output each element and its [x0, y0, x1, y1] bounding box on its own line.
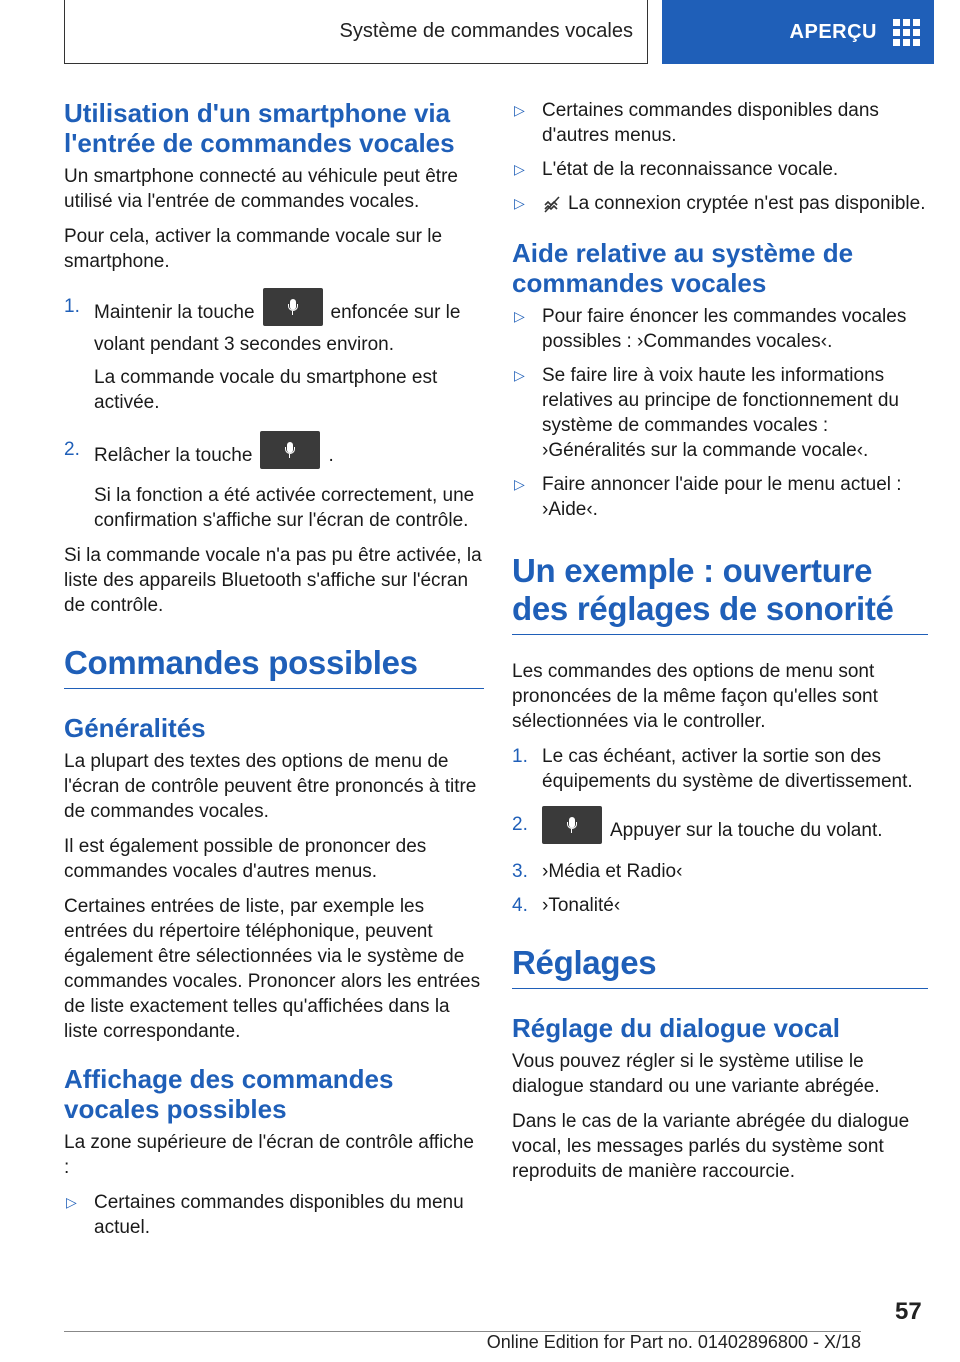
heading-rule — [512, 552, 928, 635]
heading-dialogue: Réglage du dialogue vocal — [512, 1013, 840, 1043]
step-text: Relâcher la touche — [94, 445, 253, 467]
triangle-bullet-icon: ▷ — [66, 1194, 77, 1210]
heading-aide: Aide relative au système de commandes vocales — [512, 238, 854, 298]
step-number: 2. — [64, 439, 80, 460]
step-text: enfoncée sur le volant pendant 3 secondes environ. — [94, 302, 461, 355]
step-number: 4. — [512, 895, 528, 916]
voice-button-icon — [542, 806, 602, 844]
step-text: ›Tonalité‹ — [542, 895, 621, 916]
page-number: 57 — [895, 1298, 922, 1325]
voice-button-icon — [260, 431, 320, 469]
step-text: ›Média et Radio‹ — [542, 861, 683, 882]
heading-rule — [512, 944, 928, 989]
paragraph: Vous pouvez régler si le système utilise le dialogue standard ou une variante abrégée. — [512, 1051, 880, 1097]
heading-exemple: Un exemple : ouverture des réglages de sonorité — [512, 552, 894, 627]
chapter-tab-label: APERÇU — [789, 20, 877, 43]
triangle-bullet-icon: ▷ — [514, 161, 525, 177]
step-number: 2. — [512, 814, 528, 835]
paragraph: Un smartphone connecté au véhicule peut être utilisé via l'entrée de commandes vocales. — [64, 166, 458, 212]
bullet-text: Faire annoncer l'aide pour le menu actuel : ›Aide‹. — [542, 474, 902, 520]
heading-commandes-possibles: Commandes possibles — [64, 644, 418, 681]
list-item — [64, 294, 484, 415]
paragraph: Si la commande vocale n'a pas pu être activée, la liste des appareils Bluetooth s'affiche sur l'écran de contrôle. — [64, 545, 482, 616]
heading-affichage: Affichage des commandes vocales possibles — [64, 1064, 394, 1124]
paragraph: Certaines entrées de liste, par exemple les entrées du répertoire téléphonique, peuvent également être sélectionnées via le système de commandes vocales. Prononcer alors les entrées de liste exactement telles qu'affichées dans la liste correspondante. — [64, 896, 481, 1042]
bullet-text: Certaines commandes disponibles du menu actuel. — [94, 1192, 464, 1238]
list-item — [64, 1190, 484, 1240]
step-text: Appuyer sur la touche du volant. — [610, 820, 883, 842]
chapter-tab[interactable] — [662, 0, 934, 64]
step-number: 1. — [512, 746, 528, 767]
smartphone-steps — [64, 294, 484, 533]
encryption-unavailable-icon — [542, 194, 562, 214]
right-column — [512, 98, 928, 1194]
section-title: Système de commandes vocales — [339, 20, 633, 42]
list-item — [64, 437, 484, 533]
step-number: 3. — [512, 861, 528, 882]
paragraph: Dans le cas de la variante abrégée du dialogue vocal, les messages parlés du système sont reproduits de manière raccourcie. — [512, 1111, 910, 1182]
bullet-text: Se faire lire à voix haute les informations relatives au principe de fonctionnement du système de commandes vocales : ›Généralités sur la commande vocale‹. — [542, 365, 900, 461]
bullet-text: La connexion cryptée n'est pas disponible. — [568, 193, 926, 214]
list-item — [512, 812, 928, 850]
triangle-bullet-icon: ▷ — [514, 195, 525, 211]
triangle-bullet-icon: ▷ — [514, 102, 525, 118]
list-item — [512, 859, 928, 884]
step-text: Le cas échéant, activer la sortie son des équipements du système de divertissement. — [542, 746, 913, 792]
step-text: . — [328, 445, 334, 467]
heading-smartphone: Utilisation d'un smartphone via l'entrée de commandes vocales — [64, 98, 455, 158]
list-item — [512, 363, 928, 463]
bullet-text: L'état de la reconnaissance vocale. — [542, 159, 839, 180]
left-column — [64, 98, 484, 1250]
bullet-list — [512, 304, 928, 522]
step-number: 1. — [64, 296, 80, 317]
heading-generalites: Généralités — [64, 713, 206, 743]
list-item — [512, 893, 928, 918]
step-note: Si la fonction a été activée correctement, une confirmation s'affiche sur l'écran de contrôle. — [94, 485, 475, 531]
edition-text: Online Edition for Part no. 01402896800 - X/18 — [486, 1332, 861, 1352]
step-text: Maintenir la touche — [94, 302, 255, 324]
triangle-bullet-icon: ▷ — [514, 367, 525, 383]
heading-reglages: Réglages — [512, 944, 657, 981]
triangle-bullet-icon: ▷ — [514, 476, 525, 492]
bullet-list — [64, 1190, 484, 1240]
paragraph: Pour cela, activer la commande vocale sur le smartphone. — [64, 226, 443, 272]
paragraph: La zone supérieure de l'écran de contrôle affiche : — [64, 1132, 474, 1178]
bullet-text: Pour faire énoncer les commandes vocales possibles : ›Commandes vocales‹. — [542, 306, 907, 352]
voice-button-icon — [263, 288, 323, 326]
list-item — [512, 304, 928, 354]
list-item — [512, 472, 928, 522]
list-item — [512, 98, 928, 148]
list-item — [512, 191, 928, 216]
triangle-bullet-icon: ▷ — [514, 308, 525, 324]
bullet-list — [512, 98, 928, 216]
heading-rule — [64, 644, 484, 689]
running-header — [64, 0, 648, 64]
list-item — [512, 744, 928, 794]
list-item — [512, 157, 928, 182]
paragraph: Les commandes des options de menu sont prononcées de la même façon qu'elles sont sélectionnées via le controller. — [512, 661, 878, 732]
footer-rule — [64, 1331, 861, 1352]
paragraph: Il est également possible de prononcer des commandes vocales d'autres menus. — [64, 836, 427, 882]
bullet-text: Certaines commandes disponibles dans d'autres menus. — [542, 100, 879, 146]
grid-icon — [893, 19, 920, 46]
sound-steps — [512, 744, 928, 918]
step-note: La commande vocale du smartphone est activée. — [94, 367, 438, 413]
paragraph: La plupart des textes des options de menu de l'écran de contrôle peuvent être prononcés à titre de commandes vocales. — [64, 751, 477, 822]
